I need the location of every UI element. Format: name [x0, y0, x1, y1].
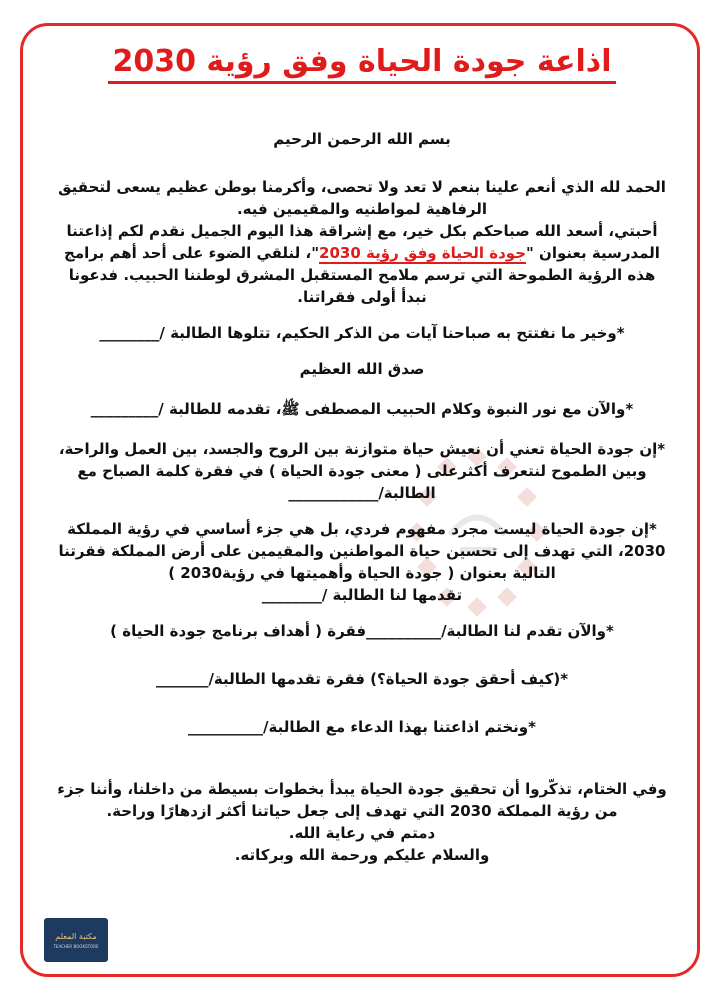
closing-paragraph: وفي الختام، تذكّروا أن تحقيق جودة الحياة يبدأ بخطوات بسيطة من داخلنا، وأننا جزء من رؤية المملكة 2030 التي تهدف إلى جعل حياتنا أكثر ازدهارًا وراحة. — [57, 780, 667, 820]
basmala: بسم الله الرحمن الرحيم — [273, 130, 451, 148]
page-title — [0, 44, 724, 79]
dua-segment: *ونختم اذاعتنا بهذا الدعاء مع الطالبة/__________ — [188, 718, 536, 736]
logo-sub: TEACHER BOOKSTORE — [53, 944, 99, 949]
greeting-text-2: "، لنلقي الضوء على أحد أهم برامج هذه الرؤية الطموحة التي ترسم ملامح المستقبل المشرق لوطننا الحبيب. فدعونا نبدأ أولى فقراتنا. — [64, 244, 656, 306]
page-title-text: اذاعة جودة الحياة وفق رؤية 2030 — [108, 44, 615, 84]
teacher-bookstore-logo — [44, 918, 108, 962]
greeting-paragraph — [56, 220, 668, 308]
meaning-segment: *إن جودة الحياة تعني أن نعيش حياة متوازنة بين الروح والجسد، بين العمل والراحة، وبين الطموح لنتعرف أكثرعلى ( معنى جودة الحياة ) في فقرة كلمة الصباح مع الطالبة/____________ — [58, 440, 666, 502]
hadith-segment: *والآن مع نور النبوة وكلام الحبيب المصطفى ﷺ، تقدمه للطالبة /_________ — [90, 400, 634, 418]
importance-segment: *إن جودة الحياة ليست مجرد مفهوم فردي، بل هي جزء أساسي في رؤية المملكة 2030، التي تهدف إلى تحسين حياة المواطنين والمقيمين على أرض المملكة فقرتنا التالية بعنوان ( جودة الحياة وأهميتها في رؤية2030 ) — [58, 520, 666, 582]
howto-segment: *(كيف أحقق جودة الحياة؟) فقرة تقدمها الطالبة/_______ — [155, 670, 569, 688]
greeting-text-1: أحبتي، أسعد الله صباحكم بكل خير، مع إشراقة هذا اليوم الجميل نقدم لكم إذاعتنا المدرسية بعنوان " — [66, 222, 660, 262]
quran-segment: *وخير ما نفتتح به صباحنا آيات من الذكر الحكيم، تتلوها الطالبة /________ — [99, 324, 625, 342]
sadaq-line: صدق الله العظيم — [299, 360, 425, 378]
closing-salam: والسلام عليكم ورحمة الله وبركاته. — [234, 846, 490, 864]
importance-presenter: تقدمها لنا الطالبة /________ — [261, 586, 463, 604]
closing-blessing: دمتم في رعاية الله. — [288, 824, 436, 842]
logo-name: مكتبة المعلم — [55, 932, 97, 941]
document-body — [56, 128, 668, 866]
goals-segment: *والآن تقدم لنا الطالبة/__________فقرة ( أهداف برنامج جودة الحياة ) — [110, 622, 614, 640]
greeting-highlight: جودة الحياة وفق رؤية 2030 — [319, 244, 527, 262]
intro-paragraph: الحمد لله الذي أنعم علينا بنعم لا تعد ولا تحصى، وأكرمنا بوطن عظيم يسعى لتحقيق الرفاهية لمواطنيه والمقيمين فيه. — [58, 178, 666, 218]
